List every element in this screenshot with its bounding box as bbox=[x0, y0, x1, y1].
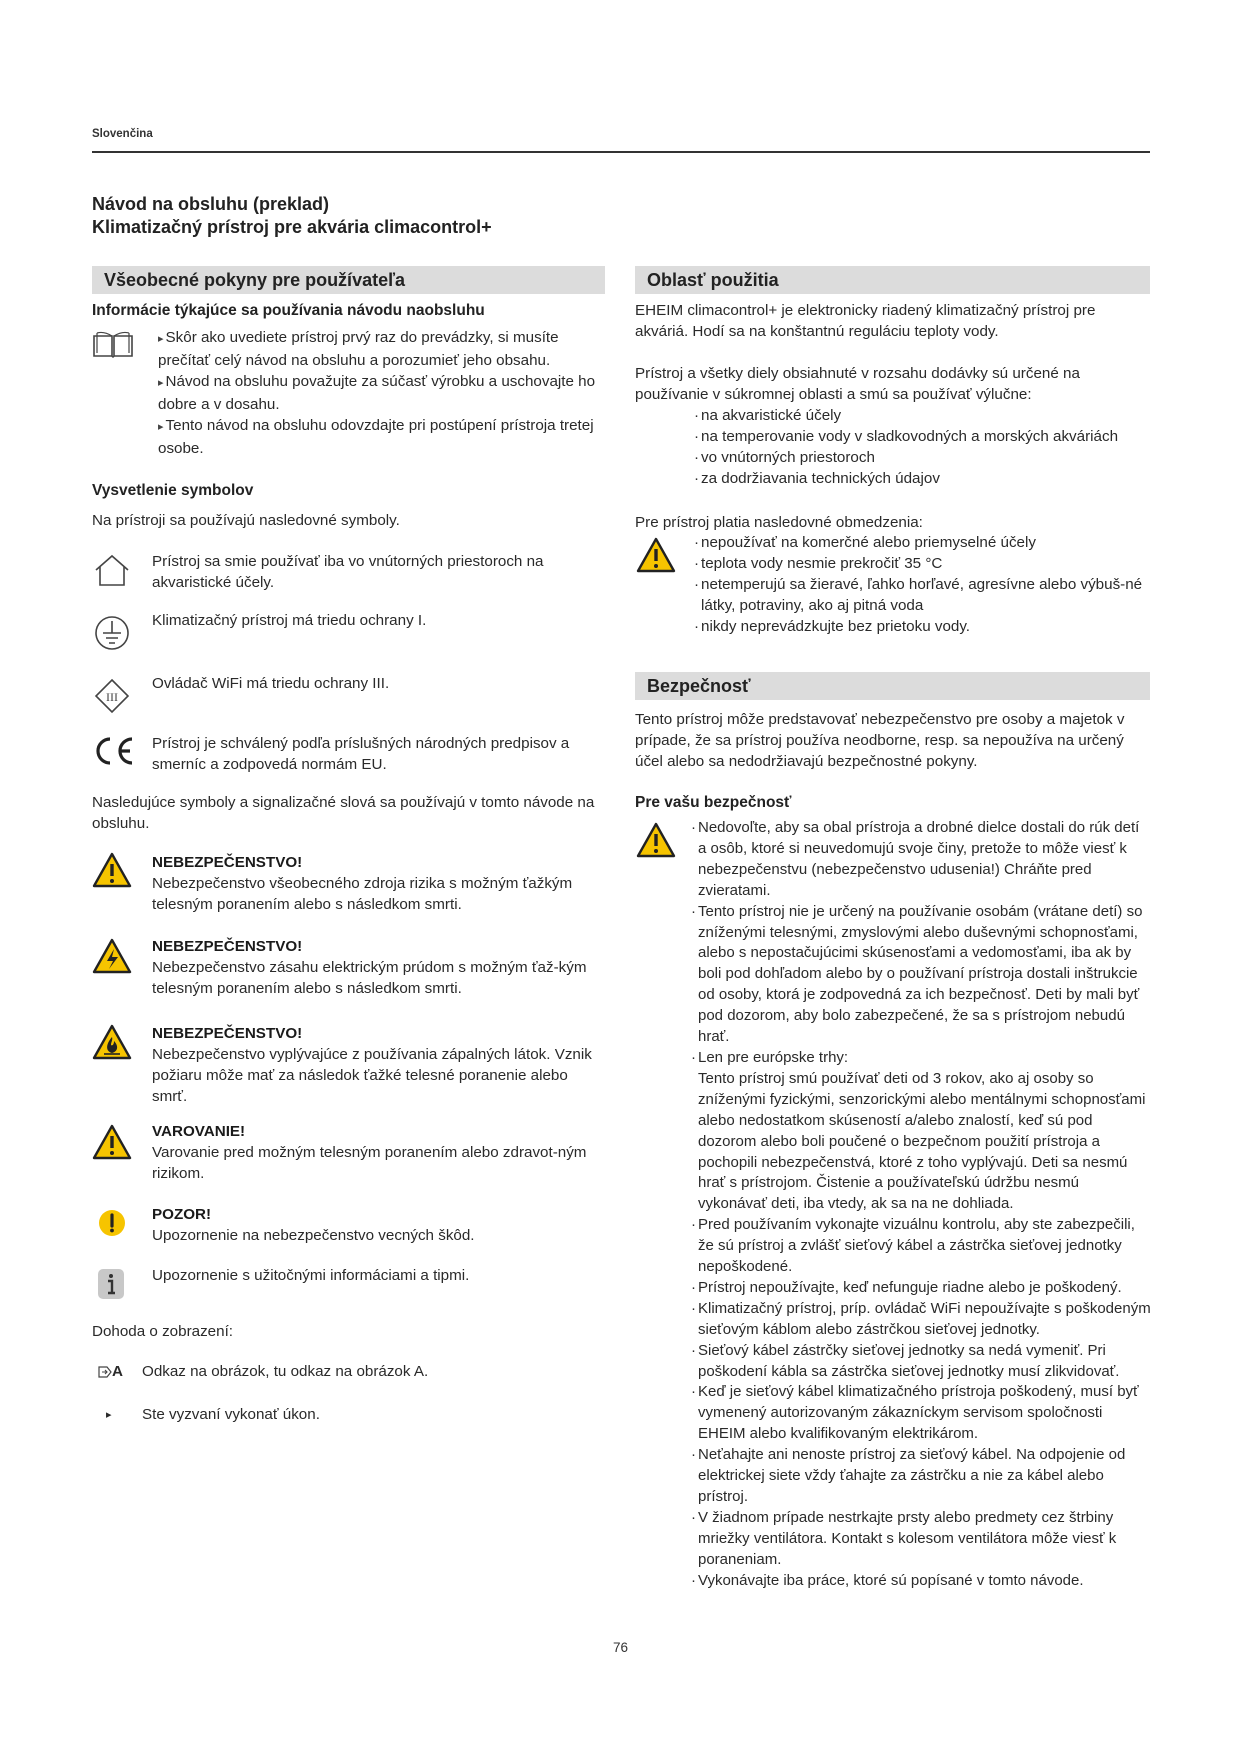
signal-title: POZOR! bbox=[152, 1206, 212, 1223]
signal-danger-electric bbox=[152, 936, 597, 999]
safety-list-item: · Sieťový kábel zástrčky sieťovej jednotky sa nedá vymeniť. Pri poškodení kábla sa zástrčka sieťovej jednotky musí zlikvidovať. bbox=[691, 1341, 1151, 1383]
safety-list-item: · Pred používaním vykonajte vizuálnu kontrolu, aby ste zabezpečili, že sú prístroj a zvlášť sieťový kábel a zástrčka sieťovej jednotky nepoškodené. bbox=[691, 1215, 1151, 1278]
info-bullet: ▸ Skôr ako uvediete prístroj prvý raz do prevádzky, si musíte prečítať celý návod na obsluhu a porozumieť jeho obsahu. bbox=[158, 329, 559, 369]
signal-intro: Nasledujúce symboly a signalizačné slová sa používajú v tomto návode na obsluhu. bbox=[92, 794, 595, 832]
electric-hazard-icon bbox=[92, 938, 132, 979]
limits-list-item: · netemperujú sa žieravé, ľahko horľavé, agresívne alebo výbuš-né látky, potraviny, ako aj pitná voda bbox=[694, 574, 1149, 616]
signal-text: Varovanie pred možným telesným poranením alebo zdravot-ným rizikom. bbox=[152, 1144, 587, 1182]
section-title-general: Všeobecné pokyny pre používateľa bbox=[92, 266, 605, 294]
safety-list-item: · Klimatizačný prístroj, príp. ovládač WiFi nepoužívajte s poškodeným sieťovým káblom alebo zástrčkou sieťovej jednotky. bbox=[691, 1299, 1151, 1341]
triangle-bullet-icon: ▸ bbox=[158, 333, 164, 345]
usage-list-item: · na akvaristické účely bbox=[694, 405, 1144, 426]
safety-list-item: · V žiadnom prípade nestrkajte prsty alebo predmety cez štrbiny mriežky ventilátora. Kontakt s kolesom ventilátora môže viesť k poraneniam. bbox=[691, 1508, 1151, 1571]
info-heading: Informácie týkajúce sa používania návodu naobsluhu bbox=[92, 302, 485, 319]
signal-title: NEBEZPEČENSTVO! bbox=[152, 938, 303, 955]
info-bullet: ▸ Tento návod na obsluhu odovzdajte pri postúpení prístroja tretej osobe. bbox=[158, 417, 594, 457]
safety-list-item: · Vykonávajte iba práce, ktoré sú popísané v tomto návode. bbox=[691, 1571, 1151, 1592]
safety-list-item: · Prístroj nepoužívajte, keď nefunguje riadne alebo je poškodený. bbox=[691, 1278, 1151, 1299]
limits-list bbox=[694, 532, 1149, 637]
limits-intro: Pre prístroj platia nasledovné obmedzenia: bbox=[635, 514, 923, 531]
warning-triangle-icon bbox=[636, 537, 676, 578]
safety-paragraph: Tento prístroj môže predstavovať nebezpečenstvo pre osoby a majetok v prípade, že sa prístroj používa neodborne, resp. sa nepoužíva na určený účel alebo sa nedodržiavajú bezpečnostné pokyny. bbox=[635, 711, 1125, 770]
signal-title: NEBEZPEČENSTVO! bbox=[152, 854, 303, 871]
header-rule bbox=[92, 151, 1150, 153]
signal-danger-general bbox=[152, 852, 597, 915]
signal-text: Nebezpečenstvo vyplývajúce z používania zápalných látok. Vznik požiaru môže mať za následok ťažké telesné poranenie alebo smrť. bbox=[152, 1046, 592, 1105]
fire-hazard-icon bbox=[92, 1024, 132, 1065]
display-heading: Dohoda o zobrazení: bbox=[92, 1323, 234, 1340]
safety-list bbox=[691, 818, 1151, 1592]
warning-triangle-icon bbox=[92, 1124, 132, 1165]
symbol-text-class1: Klimatizačný prístroj má triedu ochrany I. bbox=[152, 612, 427, 629]
ce-mark-icon bbox=[92, 735, 136, 772]
signal-text: Upozornenie na nebezpečenstvo vecných škôd. bbox=[152, 1227, 475, 1244]
protection-class-3-icon bbox=[94, 678, 130, 719]
safety-list-item: · Len pre európske trhy: bbox=[691, 1048, 1151, 1069]
document-subtitle: Klimatizačný prístroj pre akvária climacontrol+ bbox=[92, 217, 492, 237]
usage-list-item: · za dodržiavania technických údajov bbox=[694, 468, 1144, 489]
page-number: 76 bbox=[612, 1640, 629, 1655]
signal-danger-fire bbox=[152, 1023, 597, 1107]
display-item-action: Ste vyzvaní vykonať úkon. bbox=[142, 1406, 320, 1423]
signal-text: Nebezpečenstvo všeobecného zdroja rizika s možným ťažkým telesným poranením alebo s následkom smrti. bbox=[152, 875, 573, 913]
document-title: Návod na obsluhu (preklad) bbox=[92, 194, 330, 214]
symbols-heading: Vysvetlenie symbolov bbox=[92, 482, 254, 499]
usage-list bbox=[694, 405, 1144, 489]
signal-caution bbox=[152, 1204, 597, 1246]
svg-text:III: III bbox=[106, 690, 118, 704]
protection-class-1-icon bbox=[94, 615, 130, 656]
limits-list-item: · nikdy neprevádzkujte bez prietoku vody. bbox=[694, 616, 1149, 637]
safety-list-item: · Nedovoľte, aby sa obal prístroja a drobné dielce dostali do rúk detí a osôb, ktoré si neuvedomujú svoje činy, pretože to môže viesť k nebezpečenstvu (nebezpečenstvo udusenia!) Chráňte pred zvieratami. bbox=[691, 818, 1151, 902]
display-item-figure: Odkaz na obrázok, tu odkaz na obrázok A. bbox=[142, 1363, 429, 1380]
symbol-text-class3: Ovládač WiFi má triedu ochrany III. bbox=[152, 675, 390, 692]
safety-list-item: · Neťahajte ani nenoste prístroj za sieťový kábel. Na odpojenie od elektrickej siete vždy ťahajte za zástrčku a nie za kábel alebo prístroj. bbox=[691, 1445, 1151, 1508]
symbols-intro: Na prístroji sa používajú nasledovné symboly. bbox=[92, 512, 400, 529]
figure-marker: A bbox=[112, 1363, 123, 1380]
action-bullet-icon: ▸ bbox=[106, 1409, 112, 1421]
signal-info: Upozornenie s užitočnými informáciami a tipmi. bbox=[152, 1267, 470, 1284]
language-label: Slovenčina bbox=[92, 128, 153, 140]
limits-list-item: · teplota vody nesmie prekročiť 35 °C bbox=[694, 553, 1149, 574]
usage-paragraph-1: EHEIM climacontrol+ je elektronicky riadený klimatizačný prístroj pre akváriá. Hodí sa na konštantnú reguláciu teploty vody. bbox=[635, 302, 1096, 340]
house-icon bbox=[92, 552, 132, 593]
usage-list-item: · vo vnútorných priestoroch bbox=[694, 447, 1144, 468]
usage-paragraph-2: Prístroj a všetky diely obsiahnuté v rozsahu dodávky sú určené na používanie v súkromnej oblasti a smú sa používať výlučne: bbox=[635, 365, 1080, 403]
book-icon bbox=[92, 330, 134, 365]
info-bullet: ▸ Návod na obsluhu považujte za súčasť výrobku a uschovajte ho dobre a v dosahu. bbox=[158, 373, 596, 413]
signal-text: Nebezpečenstvo zásahu elektrickým prúdom s možným ťaž-kým telesným poranením alebo s následkom smrti. bbox=[152, 959, 587, 997]
section-title-usage: Oblasť použitia bbox=[635, 266, 1150, 294]
limits-list-item: · nepoužívať na komerčné alebo priemyselné účely bbox=[694, 532, 1149, 553]
triangle-bullet-icon: ▸ bbox=[158, 377, 164, 389]
info-bullets bbox=[158, 327, 598, 459]
exclamation-circle-icon bbox=[97, 1208, 127, 1243]
section-title-safety: Bezpečnosť bbox=[635, 672, 1150, 700]
usage-list-item: · na temperovanie vody v sladkovodných a morských akváriách bbox=[694, 426, 1144, 447]
symbol-text-house: Prístroj sa smie používať iba vo vnútorných priestoroch na akvaristické účely. bbox=[152, 553, 544, 591]
signal-warning bbox=[152, 1121, 597, 1184]
safety-list-item: · Tento prístroj nie je určený na používanie osobám (vrátane detí) so zníženými telesnými, zmyslovými alebo duševnými schopnosťami, alebo s nepostačujúcimi skúsenosťami a vedomosťami, iba ak by boli pod dohľadom alebo by o používaní prístroja dostali inštrukcie od osoby, ktorá je zodpovedná za ich bezpečnosť. Deti by mali byť pod dozorom, aby bolo zabezpečené, že sa s prístrojom nebudú hrať. bbox=[691, 902, 1151, 1048]
signal-title: NEBEZPEČENSTVO! bbox=[152, 1025, 303, 1042]
warning-triangle-icon bbox=[636, 822, 676, 863]
triangle-bullet-icon: ▸ bbox=[158, 421, 164, 433]
info-icon bbox=[97, 1268, 125, 1305]
symbol-text-ce: Prístroj je schválený podľa príslušných národných predpisov a smerníc a zodpovedá normám EU. bbox=[152, 735, 570, 773]
your-safety-heading: Pre vašu bezpečnosť bbox=[635, 794, 792, 811]
figure-reference-icon bbox=[98, 1361, 123, 1382]
safety-list-item: Tento prístroj smú používať deti od 3 rokov, ako aj osoby so zníženými fyzickými, senzorickými alebo mentálnymi schopnosťami alebo nedostatkom skúseností a/alebo znalostí, keď sú pod dozorom alebo boli poučené o bezpečnom použití prístroja a pochopili nebezpečenstvá, ktoré z toho vyplývajú. Deti sa nesmú hrať s prístrojom. Čistenie a používateľskú údržbu nesmú vykonávať deti, iba vtedy, ak sa na ne dohliada. bbox=[698, 1069, 1146, 1213]
signal-title: VAROVANIE! bbox=[152, 1123, 246, 1140]
warning-triangle-icon bbox=[92, 852, 132, 893]
safety-list-item: · Keď je sieťový kábel klimatizačného prístroja poškodený, musí byť vymenený autorizovaným zákazníckym servisom spoločnosti EHEIM alebo kvalifikovaným elektrikárom. bbox=[691, 1382, 1151, 1445]
